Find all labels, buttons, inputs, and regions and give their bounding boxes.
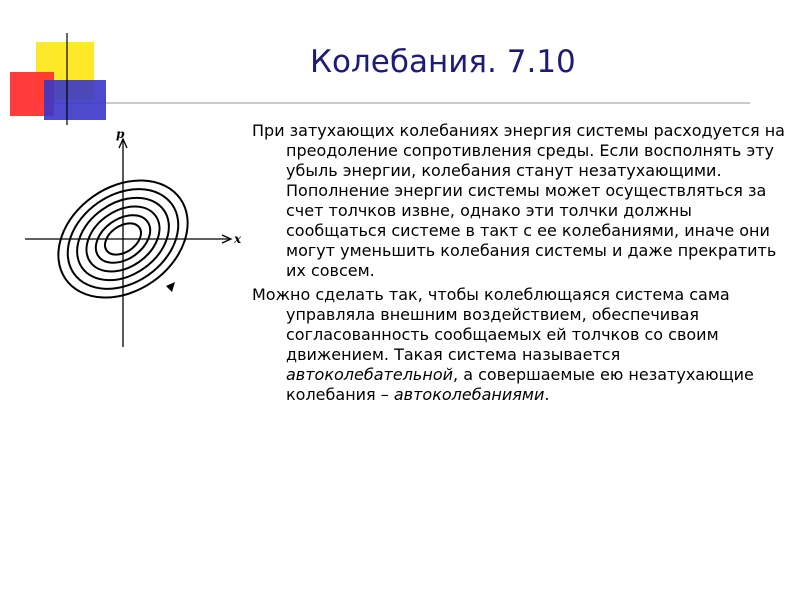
- direction-arrow: [166, 282, 175, 292]
- paragraph-1: [252, 121, 787, 281]
- paragraph-2-text-a: Можно сделать так, чтобы колеблющаяся система сама управляла внешним воздействием, обеспечивая согласованность сообщаемых ей толчков со своим движением. Такая система называется: [252, 285, 730, 364]
- term-autooscillating: автоколебательной: [286, 365, 454, 384]
- paragraph-2-end: .: [544, 385, 550, 404]
- paragraph-1-text: При затухающих колебаниях энергия системы расходуется на преодоление сопротивления среды. Если восполнять эту убыль энергии, колебания станут незатухающими. Пополнение энергии системы может осуществляться за счет толчков извне, однако эти толчки должны сообщаться системе в такт с ее колебаниями, иначе они могут уменьшить колебания системы и даже прекратить их совсем.: [252, 121, 785, 280]
- term-autooscillations: автоколебаниями: [393, 385, 545, 404]
- slide-body: [252, 121, 787, 409]
- decor-blue-square: [44, 80, 106, 120]
- phase-portrait-figure: [20, 122, 250, 352]
- x-axis-label: x: [234, 232, 242, 246]
- slide-title: Колебания. 7.10: [310, 44, 576, 80]
- p-axis-label: p: [116, 127, 125, 141]
- paragraph-2-text-b: , а совершаемые ею незатухающие колебания –: [286, 365, 754, 404]
- paragraph-2: [252, 285, 787, 405]
